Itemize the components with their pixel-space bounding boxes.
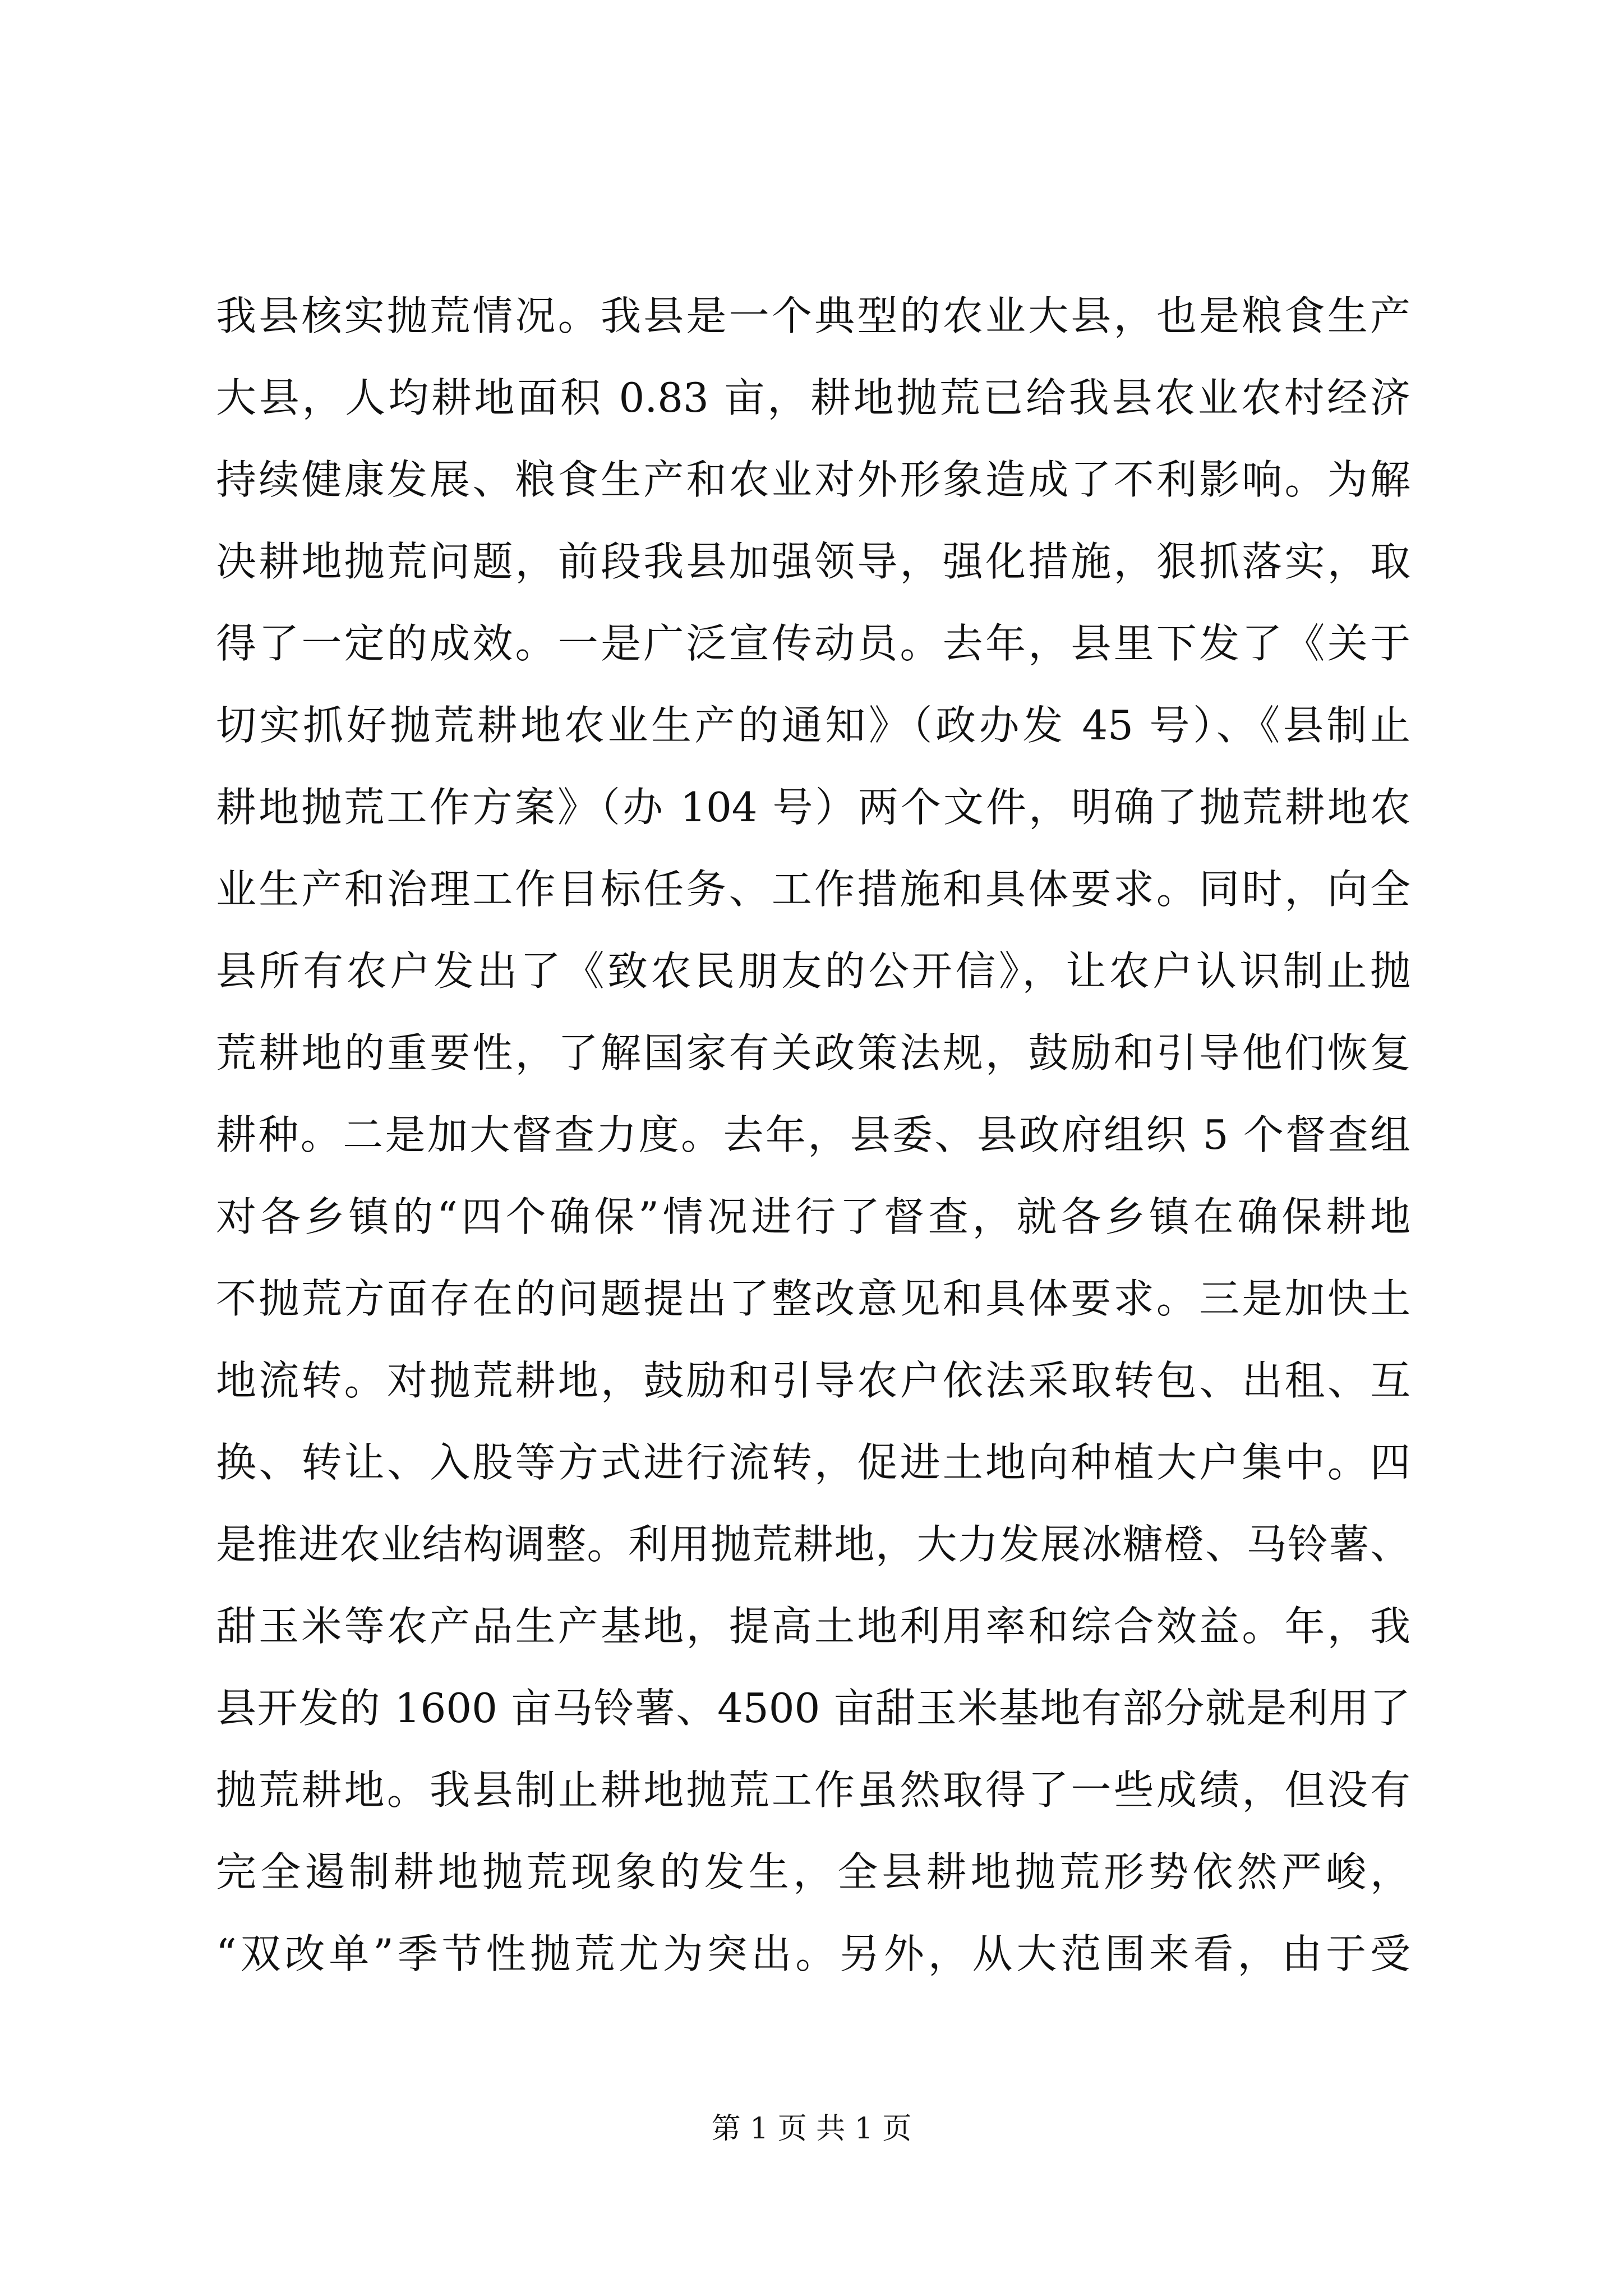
- body-line-12: 对各乡镇的“四个确保”情况进行了督查，就各乡镇在确保耕地: [216, 1193, 1410, 1240]
- body-line-1: 我县核实抛荒情况。我县是一个典型的农业大县，也是粮食生产: [216, 292, 1410, 339]
- document-body: [216, 275, 1410, 1995]
- body-line-6: 切实抓好抛荒耕地农业生产的通知》（政办发 45 号）、《县制止: [216, 702, 1410, 749]
- body-line-16: 是推进农业结构调整。利用抛荒耕地，大力发展冰糖橙、马铃薯、: [216, 1521, 1410, 1568]
- body-line-4: 决耕地抛荒问题，前段我县加强领导，强化措施，狠抓落实，取: [216, 538, 1410, 585]
- body-line-3: 持续健康发展、粮食生产和农业对外形象造成了不利影响。为解: [216, 456, 1410, 503]
- body-line-7: 耕地抛荒工作方案》（办 104 号）两个文件，明确了抛荒耕地农: [216, 784, 1410, 831]
- body-line-20: 完全遏制耕地抛荒现象的发生，全县耕地抛荒形势依然严峻，: [216, 1848, 1410, 1895]
- body-line-5: 得了一定的成效。一是广泛宣传动员。去年，县里下发了《关于: [216, 620, 1410, 667]
- body-line-21: “双改单”季节性抛荒尤为突出。另外，从大范围来看，由于受: [216, 1930, 1410, 1977]
- body-line-2: 大县，人均耕地面积 0.83 亩，耕地抛荒已给我县农业农村经济: [216, 374, 1410, 421]
- body-line-15: 换、转让、入股等方式进行流转，促进土地向种植大户集中。四: [216, 1439, 1410, 1486]
- body-line-14: 地流转。对抛荒耕地，鼓励和引导农户依法采取转包、出租、互: [216, 1357, 1410, 1404]
- body-line-18: 县开发的 1600 亩马铃薯、4500 亩甜玉米基地有部分就是利用了: [216, 1685, 1410, 1732]
- body-line-9: 县所有农户发出了《致农民朋友的公开信》，让农户认识制止抛: [216, 947, 1410, 995]
- body-line-17: 甜玉米等农产品生产基地，提高土地利用率和综合效益。年，我: [216, 1603, 1410, 1650]
- page-number-footer: 第 1 页 共 1 页: [711, 2112, 912, 2146]
- body-line-10: 荒耕地的重要性，了解国家有关政策法规，鼓励和引导他们恢复: [216, 1029, 1410, 1076]
- body-line-11: 耕种。二是加大督查力度。去年，县委、县政府组织 5 个督查组: [216, 1111, 1410, 1158]
- body-line-8: 业生产和治理工作目标任务、工作措施和具体要求。同时，向全: [216, 866, 1410, 913]
- body-line-13: 不抛荒方面存在的问题提出了整改意见和具体要求。三是加快土: [216, 1275, 1410, 1322]
- body-line-19: 抛荒耕地。我县制止耕地抛荒工作虽然取得了一些成绩，但没有: [216, 1766, 1410, 1814]
